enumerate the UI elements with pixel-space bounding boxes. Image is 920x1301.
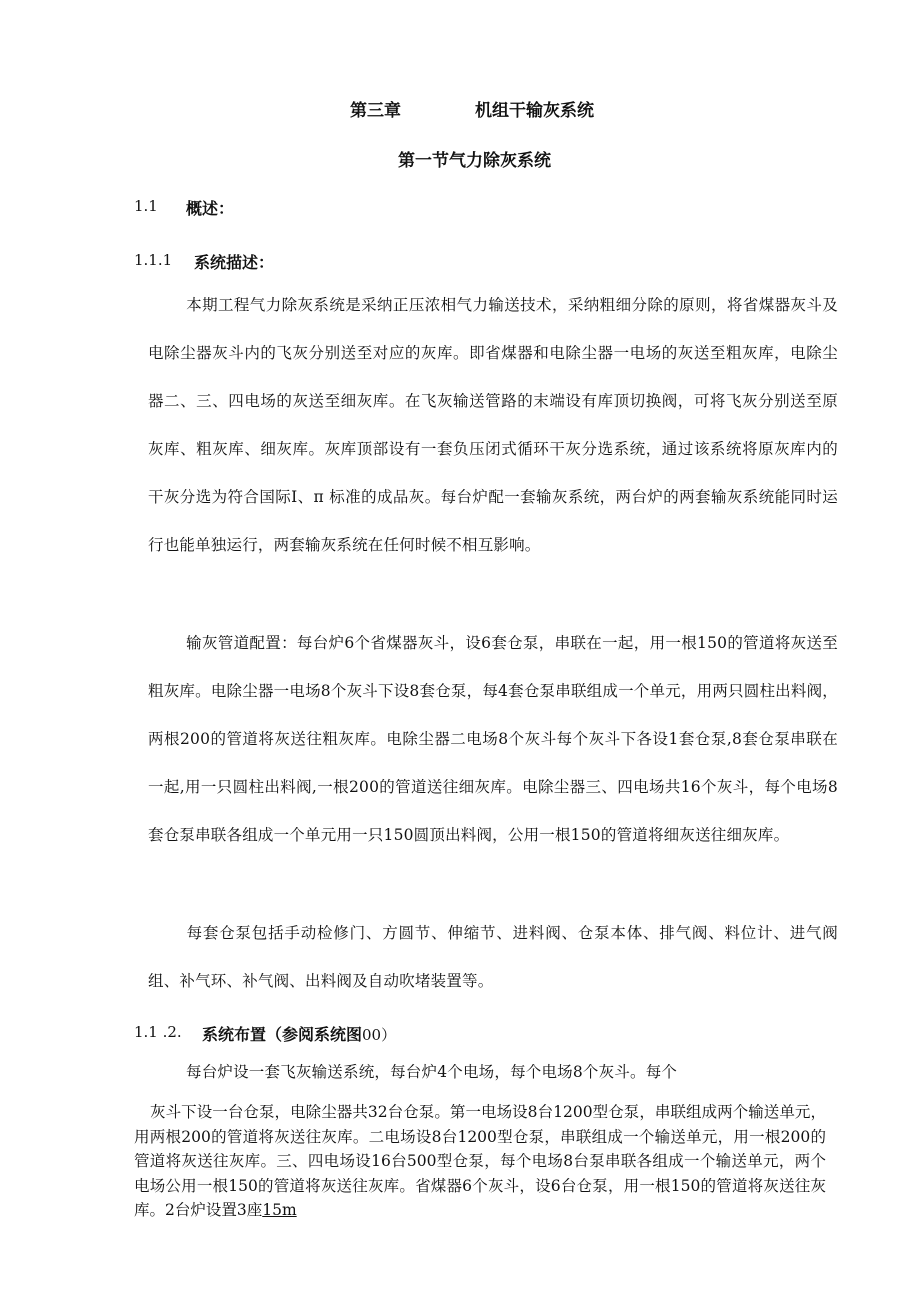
section-title: 第一节气力除灰系统 — [398, 151, 551, 171]
section-1-1-2-ref: 00） — [362, 1026, 397, 1044]
paragraph-5-text: 灰斗下设一台仓泵，电除尘器共32台仓泵。第一电场设8台1200型仓泵，串联组成两个输送单元，用两根200的管道将灰送往灰库。二电场设8台1200型仓泵，串联组成一个输送单元，用一根200的管道将灰送往灰库。三、四电场设16台500型仓泵，每个电场8台泵串联各组成一个输送单元，两个电场公用一根150的管道将灰送往灰库。省煤器6个灰斗，设6台仓泵，用一根150的管道将灰送往灰库。2台炉设置3座 — [134, 1103, 826, 1219]
paragraph-4-text: 每台炉设一套飞灰输送系统，每台炉4个电场，每个电场8个灰斗。每个 — [186, 1063, 678, 1081]
paragraph-pipeline-config — [148, 619, 838, 859]
section-1-1-number: 1.1 — [134, 197, 158, 215]
section-1-1-2-number: 1.1 .2. — [134, 1023, 182, 1041]
paragraph-layout-details — [134, 1100, 826, 1223]
paragraph-2-text: 输灰管道配置：每台炉6个省煤器灰斗，设6套仓泵，串联在一起，用一根150的管道将灰送至粗灰库。电除尘器一电场8个灰斗下设8套仓泵，每4套仓泵串联组成一个单元，用两只圆柱出料阀，两根200的管道将灰送往粗灰库。电除尘器二电场8个灰斗每个灰斗下各设1套仓泵,8套仓泵串联在一起,用一只圆柱出料阀,一根200的管道送往细灰库。电除尘器三、四电场共16个灰斗，每个电场8套仓泵串联各组成一个单元用一只150圆顶出料阀，公用一根150的管道将细灰送往细灰库。 — [148, 634, 838, 844]
chapter-title: 机组干输灰系统 — [475, 101, 594, 121]
paragraph-1-text: 本期工程气力除灰系统是采纳正压浓相气力输送技术，采纳粗细分除的原则，将省煤器灰斗及电除尘器灰斗内的飞灰分别送至对应的灰库。即省煤器和电除尘器一电场的灰送至粗灰库，电除尘器二、三、四电场的灰送至细灰库。在飞灰输送管路的末端设有库顶切换阀，可将飞灰分别送至原灰库、粗灰库、细灰库。灰库顶部设有一套负压闭式循环干灰分选系统，通过该系统将原灰库内的干灰分选为符合国际Ⅰ、π 标准的成品灰。每台炉配一套输灰系统，两台炉的两套输灰系统能同时运行也能单独运行，两套输灰系统在任何时候不相互影响。 — [148, 296, 838, 554]
section-1-1-1-number: 1.1.1 — [134, 251, 173, 269]
paragraph-system-description — [148, 281, 838, 569]
paragraph-layout-intro — [148, 1048, 838, 1096]
paragraph-3-text: 每套仓泵包括手动检修门、方圆节、伸缩节、进料阀、仓泵本体、排气阀、料位计、进气阀组、补气环、补气阀、出料阀及自动吹堵装置等。 — [148, 924, 838, 990]
underlined-dimension: 15m — [262, 1201, 297, 1219]
paragraph-pump-components — [148, 909, 838, 1005]
section-1-1-1-title: 系统描述： — [194, 253, 275, 272]
section-1-1-2-title-text: 系统布置（参阅系统图 — [202, 1025, 363, 1044]
chapter-label: 第三章 — [350, 101, 401, 121]
section-1-1-title: 概述： — [186, 199, 235, 218]
section-1-1-2-title — [202, 1022, 396, 1045]
